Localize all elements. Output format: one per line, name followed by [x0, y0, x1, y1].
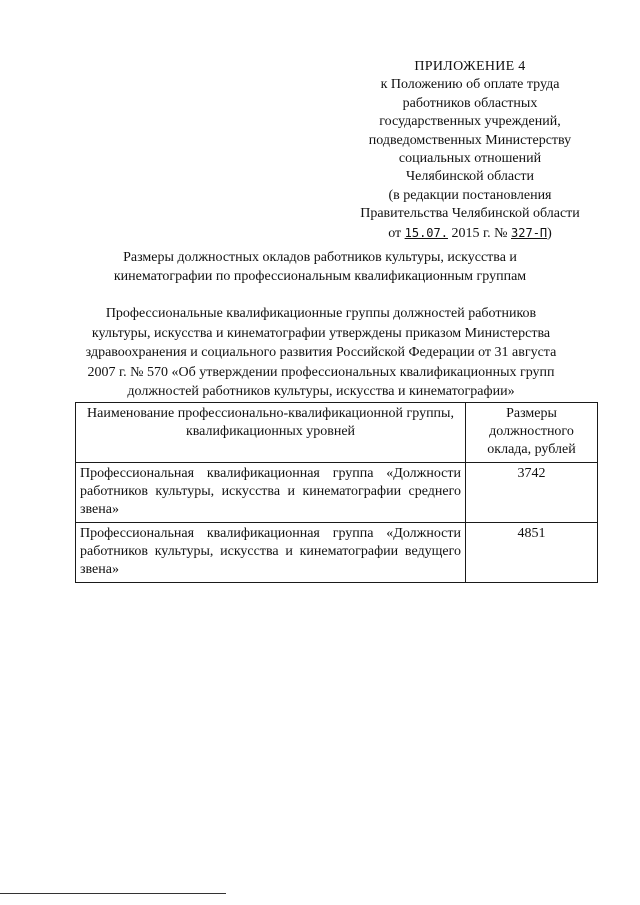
basis-line: здравоохранения и социального развития Российской Федерации от 31 августа	[85, 345, 557, 360]
resolution-date-line	[340, 224, 600, 243]
date-prefix: от	[388, 225, 402, 241]
title-line: Размеры должностных окладов работников культуры, искусства и	[123, 250, 517, 265]
table-row	[76, 463, 598, 523]
group-name-cell: Профессиональная квалификационная группа «Должности работников культуры, искусства и кинематографии среднего звена»	[76, 463, 466, 523]
salary-table	[75, 402, 598, 583]
appendix-line: работников областных	[402, 95, 538, 111]
appendix-heading: ПРИЛОЖЕНИЕ 4	[414, 59, 526, 74]
resolution-year: 2015 г. №	[451, 225, 508, 241]
header-salary: Размеры должностного оклада, рублей	[466, 403, 598, 463]
legal-basis-paragraph	[72, 304, 570, 402]
appendix-line: Правительства Челябинской области	[360, 206, 580, 222]
appendix-line: подведомственных Министерству	[368, 132, 572, 148]
resolution-date: 15.07.	[404, 225, 448, 240]
salary-value-cell: 3742	[466, 463, 598, 523]
basis-line: Профессиональные квалификационные группы должностей работников	[105, 306, 537, 321]
basis-line: 2007 г. № 570 «Об утверждении профессиональных квалификационных групп	[87, 364, 555, 380]
table-row	[76, 523, 598, 583]
footer-divider	[0, 893, 226, 894]
basis-line: должностей работников культуры, искусства и кинематографии»	[127, 384, 515, 399]
appendix-line: Челябинской области	[406, 169, 534, 185]
title-line: кинематографии по профессиональным квалификационным группам	[113, 269, 527, 284]
closing-paren: )	[547, 225, 552, 241]
appendix-line: к Положению об оплате труда	[380, 77, 560, 93]
resolution-number: 327-П	[511, 225, 548, 240]
appendix-line: социальных отношений	[398, 151, 542, 167]
appendix-line: государственных учреждений,	[379, 114, 561, 130]
basis-line: культуры, искусства и кинематографии утверждены приказом Министерства	[91, 325, 551, 341]
salary-value-cell: 4851	[466, 523, 598, 583]
appendix-line: (в редакции постановления	[388, 187, 552, 203]
table-header-row	[76, 403, 598, 463]
appendix-header	[340, 58, 600, 243]
document-title	[80, 248, 560, 286]
group-name-cell: Профессиональная квалификационная группа «Должности работников культуры, искусства и кинематографии ведущего звена»	[76, 523, 466, 583]
header-group-name: Наименование профессионально-квалификационной группы, квалификационных уровней	[76, 403, 466, 463]
